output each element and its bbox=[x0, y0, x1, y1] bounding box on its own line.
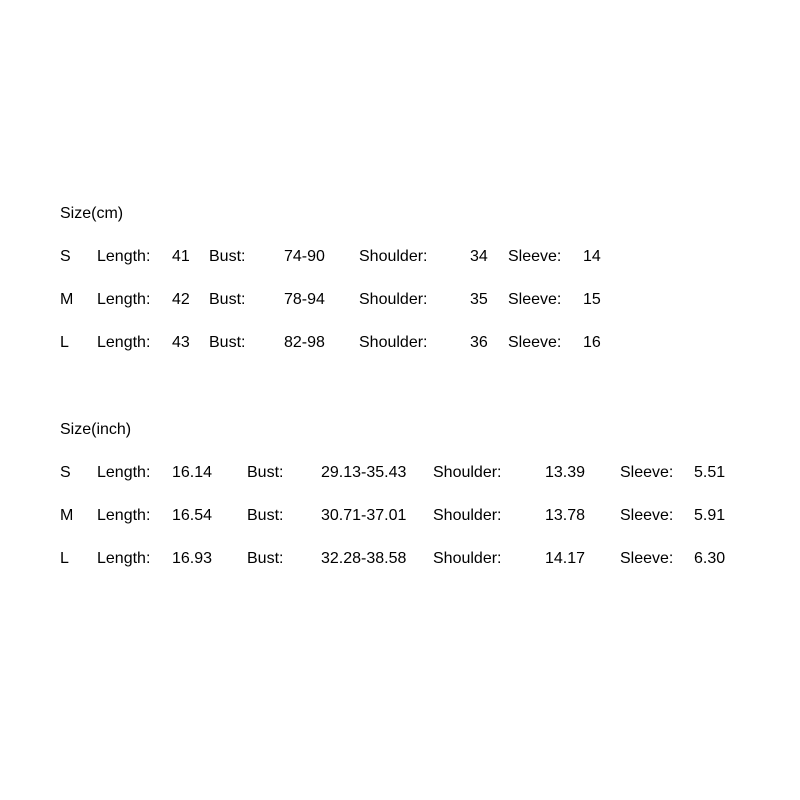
bust-value: 32.28-38.58 bbox=[321, 550, 407, 567]
length-label: Length: bbox=[97, 507, 151, 524]
length-value: 16.93 bbox=[172, 550, 213, 567]
sleeve-label: Sleeve: bbox=[620, 507, 674, 524]
bust-label: Bust: bbox=[247, 507, 284, 524]
length-label: Length: bbox=[97, 334, 151, 351]
length-value: 41 bbox=[172, 248, 190, 265]
length-label: Length: bbox=[97, 291, 151, 308]
sleeve-label: Sleeve: bbox=[508, 291, 562, 308]
bust-value: 30.71-37.01 bbox=[321, 507, 407, 524]
sleeve-value: 5.91 bbox=[694, 507, 726, 524]
length-value: 16.14 bbox=[172, 464, 213, 481]
sleeve-value: 15 bbox=[583, 291, 601, 308]
shoulder-label: Shoulder: bbox=[433, 550, 502, 567]
size-label: L bbox=[60, 334, 69, 351]
length-value: 43 bbox=[172, 334, 190, 351]
sleeve-value: 5.51 bbox=[694, 464, 726, 481]
shoulder-value: 36 bbox=[470, 334, 488, 351]
length-value: 16.54 bbox=[172, 507, 213, 524]
sleeve-value: 6.30 bbox=[694, 550, 726, 567]
shoulder-value: 13.78 bbox=[545, 507, 586, 524]
shoulder-value: 14.17 bbox=[545, 550, 586, 567]
bust-value: 29.13-35.43 bbox=[321, 464, 407, 481]
bust-value: 82-98 bbox=[284, 334, 325, 351]
bust-label: Bust: bbox=[209, 291, 246, 308]
shoulder-label: Shoulder: bbox=[433, 507, 502, 524]
size-label: L bbox=[60, 550, 69, 567]
shoulder-label: Shoulder: bbox=[359, 334, 428, 351]
bust-label: Bust: bbox=[209, 248, 246, 265]
bust-label: Bust: bbox=[209, 334, 246, 351]
sleeve-value: 14 bbox=[583, 248, 601, 265]
size-chart-inch-heading: Size(inch) bbox=[60, 421, 132, 438]
length-label: Length: bbox=[97, 248, 151, 265]
shoulder-label: Shoulder: bbox=[359, 248, 428, 265]
bust-label: Bust: bbox=[247, 464, 284, 481]
shoulder-value: 13.39 bbox=[545, 464, 586, 481]
shoulder-value: 34 bbox=[470, 248, 488, 265]
length-value: 42 bbox=[172, 291, 190, 308]
length-label: Length: bbox=[97, 464, 151, 481]
size-chart-cm-heading: Size(cm) bbox=[60, 205, 124, 222]
sleeve-value: 16 bbox=[583, 334, 601, 351]
shoulder-value: 35 bbox=[470, 291, 488, 308]
size-label: S bbox=[60, 464, 71, 481]
sleeve-label: Sleeve: bbox=[508, 248, 562, 265]
sleeve-label: Sleeve: bbox=[508, 334, 562, 351]
length-label: Length: bbox=[97, 550, 151, 567]
bust-label: Bust: bbox=[247, 550, 284, 567]
bust-value: 74-90 bbox=[284, 248, 325, 265]
sleeve-label: Sleeve: bbox=[620, 464, 674, 481]
size-label: S bbox=[60, 248, 71, 265]
shoulder-label: Shoulder: bbox=[359, 291, 428, 308]
bust-value: 78-94 bbox=[284, 291, 325, 308]
shoulder-label: Shoulder: bbox=[433, 464, 502, 481]
sleeve-label: Sleeve: bbox=[620, 550, 674, 567]
size-label: M bbox=[60, 291, 74, 308]
size-label: M bbox=[60, 507, 74, 524]
